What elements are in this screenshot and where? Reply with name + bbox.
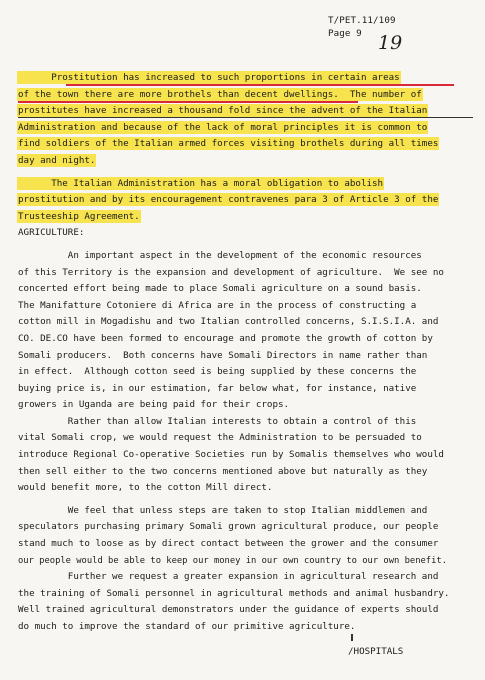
section-heading-agriculture: AGRICULTURE:	[18, 227, 85, 239]
paragraph-prostitution	[18, 70, 478, 170]
text-line: cotton mill in Mogadishu and two Italian controlled concerns, S.I.S.I.A. and	[18, 316, 439, 328]
text-line: prostitutes have increased a thousand fold since the advent of the Italian	[18, 105, 428, 117]
text-line: buying price is, in our estimation, far below what, for instance, native	[18, 382, 417, 394]
text-line: prostitution and by its encouragement contravenes para 3 of Article 3 of the	[18, 194, 439, 206]
text-line: growers in Uganda are being paid for their crops.	[18, 399, 290, 411]
text-line: of the town there are more brothels than decent dwellings. The number of	[18, 88, 422, 100]
handwritten-page-number: 19	[378, 32, 403, 54]
paragraph-moral-obligation	[18, 176, 478, 226]
text-line: day and night.	[18, 154, 96, 166]
text-line: speculators purchasing primary Somali grown agricultural produce, our people	[18, 521, 439, 533]
text-line: of this Territory is the expansion and development of agriculture. We see no	[18, 266, 444, 278]
text-line: Prostitution has increased to such proportions in certain areas	[18, 72, 400, 83]
text-line: The Italian Administration has a moral obligation to abolish	[18, 177, 384, 189]
text-line: The Manifatture Cotoniere di Africa are in the process of constructing a	[18, 299, 417, 311]
text-line: Somali producers. Both concerns have Somali Directors in name rather than	[18, 349, 428, 361]
text-line: then sell either to the two concerns mentioned above but naturally as they	[18, 465, 428, 477]
text-line: Rather than allow Italian interests to obtain a control of this	[18, 415, 417, 427]
document-body	[18, 70, 478, 636]
text-line: do much to improve the standard of our primitive agriculture.	[18, 621, 356, 632]
text-line: introduce Regional Co-operative Societies run by Somalis themselves who would	[18, 449, 444, 461]
text-line: our people would be able to keep our money in our own country to our own benefit.	[18, 555, 447, 566]
text-line: We feel that unless steps are taken to stop Italian middlemen and	[18, 504, 428, 516]
next-section-catchword: /HOSPITALS	[348, 646, 404, 657]
text-line: would benefit more, to the cotton Mill direct.	[18, 482, 273, 494]
margin-mark	[351, 634, 353, 641]
paragraph-middlemen	[18, 503, 478, 569]
text-line: vital Somali crop, we would request the Administration to be persuaded to	[18, 432, 422, 444]
text-line: CO. DE.CO have been formed to encourage and promote the growth of cotton by	[18, 332, 433, 344]
reference-number: T/PET.11/109	[328, 15, 396, 26]
text-line: concerted effort being made to place Somali agriculture on a sound basis.	[18, 283, 422, 295]
text-line: Well trained agricultural demonstrators under the guidance of experts should	[18, 604, 439, 616]
text-line: the training of Somali personnel in agricultural methods and animal husbandry.	[18, 587, 450, 599]
page-number: Page 9	[328, 28, 362, 39]
text-line: Administration and because of the lack of moral principles it is common to	[18, 121, 428, 133]
text-line: find soldiers of the Italian armed forces visiting brothels during all times	[18, 138, 439, 150]
text-line: in effect. Although cotton seed is being supplied by these concerns the	[18, 366, 417, 378]
paragraph-agriculture	[18, 248, 478, 414]
text-line: stand much to loose as by direct contact between the grower and the consumer	[18, 538, 439, 550]
paragraph-research	[18, 569, 478, 635]
text-line: An important aspect in the development of the economic resources	[18, 249, 422, 261]
text-line: Further we request a greater expansion in agricultural research and	[18, 571, 439, 583]
paragraph-cooperatives	[18, 414, 478, 497]
text-line: Trusteeship Agreement.	[18, 210, 140, 222]
